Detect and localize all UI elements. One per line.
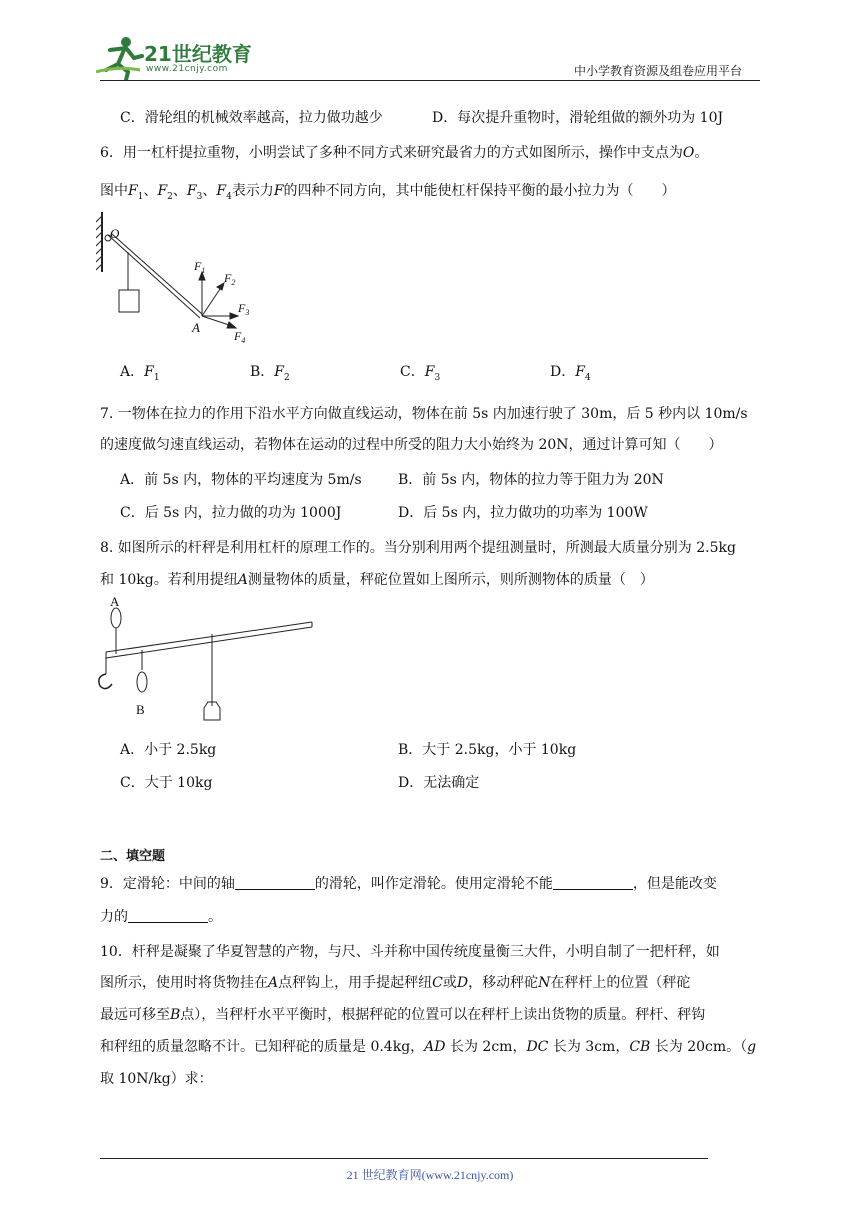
q6-stem-line1: 6．用一杠杆提拉重物，小明尝试了多种不同方式来研究最省力的方式如图所示，操作中支点为O。 [100, 145, 709, 161]
label-f1: $F_1$ [194, 259, 206, 275]
header-rule [100, 80, 760, 81]
q6-stem-line2: 图中$F_1$、$F_2$、$F_3$、$F_4$表示力F的四种不同方向，其中能使杠杆保持平衡的最小拉力为（ ） [100, 183, 676, 202]
q6-pivot-var: O [682, 145, 695, 161]
q9-blank-1[interactable] [235, 875, 315, 890]
knob-a-label: A [110, 594, 120, 609]
knob-b-label: B [136, 702, 145, 717]
header [0, 0, 860, 90]
q7-option-d: D．后 5s 内，拉力做功的功率为 100W [398, 505, 648, 521]
q7-option-c: C．后 5s 内，拉力做的功为 1000J [120, 505, 342, 521]
q8-stem-line2: 和 10kg。若利用提纽A测量物体的质量，秤砣位置如上图所示，则所测物体的质量（ ） [100, 572, 654, 588]
logo-title: 21世纪教育 [144, 42, 252, 66]
label-a: A [192, 320, 200, 335]
label-o: O [110, 226, 120, 241]
q5-option-d: D．每次提升重物时，滑轮组做的额外功为 10J [432, 110, 724, 126]
q9-line2: 力的 。 [100, 909, 222, 925]
steelyard-diagram [96, 594, 316, 724]
q6-text: 6．用一杠杆提拉重物，小明尝试了多种不同方式来研究最省力的方式如图所示，操作中支点为 [100, 145, 683, 161]
q8-option-a: A．小于 2.5kg [120, 742, 217, 758]
q9-line1: 9．定滑轮：中间的轴 的滑轮，叫作定滑轮。使用定滑轮不能 ，但是能改变 [100, 876, 717, 892]
q8-option-c: C．大于 10kg [120, 775, 213, 791]
q6-force-var: F [273, 183, 284, 199]
logo [96, 36, 266, 80]
label-f2: $F_2$ [224, 271, 236, 287]
q6-option-b: B．$F_2$ [250, 364, 290, 383]
q8-option-d: D．无法确定 [398, 775, 480, 791]
runner-logo-icon [96, 36, 146, 80]
q6-text2: 图中 [100, 183, 128, 199]
logo-url: www.21cnjy.com [146, 64, 228, 74]
q8-option-b: B．大于 2.5kg，小于 10kg [398, 742, 577, 758]
q9-blank-2[interactable] [553, 875, 633, 890]
q7-stem-line1: 7. 一物体在拉力的作用下沿水平方向做直线运动，物体在前 5s 内加速行驶了 30m，后 5 秒内以 10m/s [100, 406, 748, 422]
footer-text: 21 世纪教育网(www.21cnjy.com) [346, 1168, 514, 1182]
section-title-fill-blank: 二、填空题 [100, 849, 166, 864]
q10-line1: 10．杆秤是凝聚了华夏智慧的产物，与尺、斗并称中国传统度量衡三大件，小明自制了一把杆秤，如 [100, 944, 720, 960]
q5-option-c: C．滑轮组的机械效率越高，拉力做功越少 [120, 110, 383, 126]
q6-text4: 的四种不同方向，其中能使杠杆保持平衡的最小拉力为（ ） [283, 183, 676, 199]
label-f4: $F_4$ [234, 329, 246, 345]
footer-rule [100, 1158, 708, 1159]
q10-line2: 图所示，使用时将货物挂在A点秤钩上，用手提起秤纽C或D，移动秤砣N在秤杆上的位置（秤砣 [100, 975, 691, 991]
q6-option-d: D．$F_4$ [550, 364, 591, 383]
platform-name: 中小学教育资源及组卷应用平台 [574, 64, 743, 78]
q8-stem-line1: 8. 如图所示的杆秤是利用杠杆的原理工作的。当分别利用两个提纽测量时，所测最大质量分别为 2.5kg [100, 540, 736, 556]
q10-line5: 取 10N/kg）求： [100, 1071, 213, 1087]
label-f3: $F_3$ [238, 301, 250, 317]
q7-option-b: B．前 5s 内，物体的拉力等于阻力为 20N [398, 472, 664, 488]
q6-text3: 表示力 [231, 183, 274, 199]
q6-option-a: A．$F_1$ [120, 364, 160, 383]
q9-blank-3[interactable] [128, 908, 208, 923]
q7-option-a: A．前 5s 内，物体的平均速度为 5m/s [120, 472, 362, 488]
q7-stem-line2: 的速度做匀速直线运动，若物体在运动的过程中所受的阻力大小始终为 20N，通过计算可知（ ） [100, 437, 723, 453]
q6-option-c: C．$F_3$ [400, 364, 441, 383]
q10-line4: 和秤纽的质量忽略不计。已知秤砣的质量是 0.4kg，AD 长为 2cm，DC 长为 3cm，CB 长为 20cm。（g [100, 1039, 757, 1055]
q10-line3: 最远可移至B点），当秤杆水平平衡时，根据秤砣的位置可以在秤杆上读出货物的质量。秤杆、秤钩 [100, 1007, 706, 1023]
q6-lever-diagram [96, 210, 276, 350]
